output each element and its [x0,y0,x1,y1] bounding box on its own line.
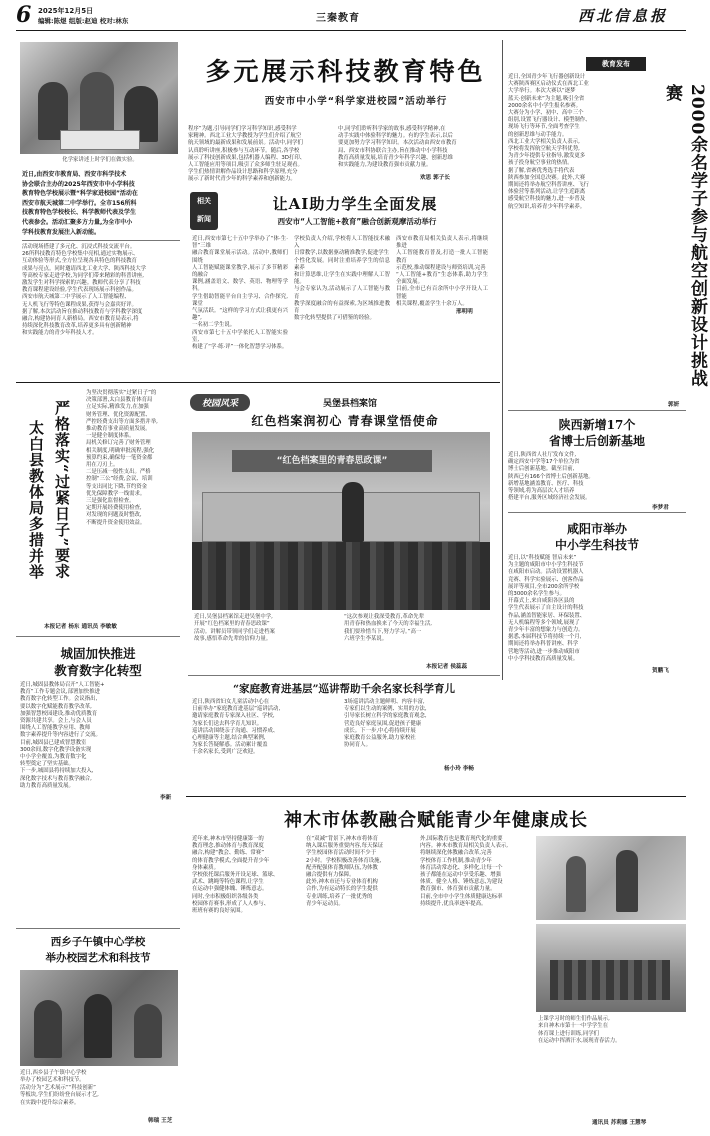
digital-body: 近日,城固县教体局召开“人工智能+ 教育”工作专题会议,部署加快推进 教育数字化转型工作。会议指出, 要以数字化赋能教育教学改革, 加强智慧校园建设,推动优质教育 资源共建共享。会上,与会人员 围绕人工智能教学应用、教师 数字素养提升等内容进行了交流。 目前,城固县已建成智慧教室 300余间,数字化教学设备实现 中小学全覆盖,为教育数字化 转型奠定了坚实基础。 下一步,城固县将持续加大投入, 深化数字技术与教育教学融合, 助力教育高质量发展。 [20,682,105,789]
page-header [0,0,700,34]
archive-org: 吴堡县档案馆 [322,399,377,409]
intro-rule [22,240,180,241]
lead-body-left: 活动现场搭建了多元化、沉浸式科技交流平台。 26所科技教育特色学校集中亮相,通过实物展示、 互动体验等形式,全方位呈现各具特色的科技教育 成果与亮点。同时邀请西北工业大学、陕西科技大学 等高校专家走进学校,为同学们带来精彩的科普讲座, 激发学生对科学探索的兴趣。教师代表分享了科技 教育课程建设经验,学生代表现场展示科创作品。 西安市航天城第二中学展示了人工智能编程、 无人机飞行等特色课程成果,获得与会嘉宾好评。 据了解,本次活动旨在推动科技教育与学科教学深度 融合,构建协同育人新格局。西安市教育局表示,将 持续深化科技教育改革,培养更多具有创新精神 和实践能力的青少年科技人才。 [22,244,146,337]
archive-caption-right: “这次参观让我深受教育,革命先辈 用青春和热血换来了今天的幸福生活, 我们要珍惜当下,努力学习。”高一 六班学生李某说。 [344,614,432,643]
xixiang-rule [16,928,180,929]
archive-photo [192,432,490,610]
shenmu-col-3: 外,国际教育也是教育现代化的重要 内容。神木市教育局相关负责人表示, 将继续深化体教融合改革,完善 学校体育工作机制,推动青少年 体育活动常态化、多样化,让每一个 孩子都能在运动中享受乐趣、增强 体质、健全人格、锤炼意志,为建设 教育强市、体育强市贡献力量。 目前,全市中小学生体质健康达标率 持续提升,优良率逐年提高。 [420,836,508,907]
shaanxi-headline-2: 省博士后创新基地 [548,434,645,448]
family-rule [188,675,500,676]
shaanxi-byline: 李梦君 [652,505,669,511]
related-headline: 让AI助力学生全面发展 [272,195,438,213]
shenmu-caption: 上课学习时的师生们作品展示, 来自神木市第十一中学学生在 体育课上进行训练,同学们 在运动中挥洒汗水,展现青春活力。 [538,1016,621,1045]
shenmu-col-1: 近年来,神木市坚持健康第一的 教育理念,推动体育与教育深度 融合,构建“教会、勤练、常赛” 的体育教学模式,全面提升青少年 身体素质。 学校依托课后服务开设足球、篮球、 武术、跳绳等特色课程,让学生 在运动中强健体魄、锤炼意志。 同时,全市积极组织各级各类 校园体育赛事,形成了人人参与、 班班有赛的良好氛围。 [192,836,279,915]
taibai-byline: 本报记者 杨东 通讯员 李敏敏 [44,624,117,630]
shenmu-headline: 神木市体教融合赋能青少年健康成长 [284,810,588,831]
taibai-vertical-title-1: 严格落实“过紧日子”要求 [53,400,71,580]
mid-section-rule [16,382,500,383]
shenmu-photo-1 [536,836,686,920]
lead-body-right: 中,同学们聆听科学家的故事,感受科学精神,在 动手实践中体验科学的魅力。有的学生表示,以后 要更加努力学习科学知识。本次活动由西安市教育 局、西安市科协联合主办,旨在推动中小学科技 教育高质量发展,培育青少年科学兴趣、创新思维 和实践能力,为建设教育强市贡献力量。 [338,126,457,169]
xixiang-headline-2: 举办校园艺术和科技节 [45,952,151,964]
announce-body: 近日,全国青少年飞行器创新设计 大赛陕西赛区启动仪式在西北工业 大学举行。本次大赛以“逐梦 蓝天·创新未来”为主题,吸引全省 2000余名中小学生报名参赛。 大赛分为小学、初中、高中三个 组别,设置飞行器设计、模型制作、 现场飞行等环节,全面考查学生 的创新思维与动手能力。 西北工业大学相关负责人表示, 学校将发挥航空航天学科优势, 为青少年提供专业指导,激发更多 孩子投身航空事业的热情。 据了解,省赛优秀选手将代表 陕西参加全国总决赛。此外,大赛 期间还将举办航空科普讲座、飞行 体验营等系列活动,让学生近距离 感受航空科技的魅力,进一步普及 航空知识,培养青少年科学素养。 [508,74,591,210]
archive-caption-left: 近日,吴堡县档案馆走进吴堡中学, 开展“红色档案里的青春思政课” 活动。讲解员带领同学们走进档案 故事,感悟革命先辈的信仰力量。 [194,614,275,643]
announce-vertical-title: 2000余名学子参与航空创新设计挑战赛 [662,84,707,388]
lead-intro: 近日,由西安市教育局、西安市科学技术 协会联合主办的2025年西安市中小学科技 教育特色学校展示暨“科学家进校园”活动在 西安市航天城第二中学举行。全市156所科 技教育特色学校校长、科学教师代表及学生 代表参会。活动汇聚多方力量,为全市中小 学科技教育发展注入新动能。 [22,171,138,236]
family-body-right: 3场巡讲活动主题鲜明、内容丰富, 专家们以生动的案例、实用的方法, 引导家长树立科学的家庭教育观念, 营造良好家庭氛围,促进孩子健康 成长。下一步,中心将持续开展 家庭教育公益服务,助力家校社 协同育人。 [344,699,427,749]
page-number: 6 [16,2,32,28]
shaanxi-body: 近日,陕西省人社厅发布文件, 确定西安中学等17个单位为省 博士后创新基地。截至目前, 陕西已有166个省博士后创新基地。 新增基地涵盖教育、医疗、科技 等领域,将为高层次人才培养 搭建平台,服务区域经济社会发展。 [508,452,594,502]
xixiang-byline: 韩瑞 王芝 [148,1118,173,1124]
xianyang-body: 近日,以“科技赋能 智启未来” 为主题的咸阳市中小学生科技节 在咸阳市启动。活动设置机器人 竞赛、科学实验展示、创客作品 展评等项目,全市200余所学校 的3000余名学生参与。 开幕式上,来自咸阳各区县的 学生代表展示了自主设计的科技 作品,涵盖智能家居、环保装置、 无人机编程等多个领域,展现了 青少年丰富的想象力与创造力。 据悉,本届科技节将持续一个月, 期间还将举办科普讲座、科学 营地等活动,进一步推动咸阳市 中小学科技教育高质量发展。 [508,555,586,662]
lead-subheadline: 西安市中小学“科学家进校园”活动举行 [264,96,448,107]
digital-rule [16,636,180,637]
family-body-left: 近日,陕西省妇女儿童活动中心在 日前举办“家庭教育进基层”巡讲活动, 邀请家庭教育专家深入社区、学校, 为家长们送去科学育儿知识。 巡讲活动围绕亲子沟通、习惯养成、 心理健康等主题,结合典型案例, 为家长答疑解惑。活动累计覆盖 千余名家长,受到广泛欢迎。 [192,699,281,756]
taibai-vertical-title-2: 太白县教体局多措并举 [27,420,45,580]
xianyang-byline: 贺鹏飞 [652,668,669,674]
xixiang-caption: 近日,西乡县子午镇中心学校 举办了校园艺术和科技节。 活动分为“艺术展示”“科技创新” 等板块,学生们纷纷登台展示才艺, 在实践中提升综合素养。 [20,1070,99,1106]
shaanxi-headline-1: 陕西新增17个 [558,418,636,432]
related-subheadline: 西安市“人工智能+教育”融合创新观摩活动举行 [277,217,437,226]
digital-headline-1: 城固加快推进 [60,646,136,661]
issue-date: 2025年12月5日 [38,7,94,15]
shenmu-byline: 通讯员 苏莉娜 王慧琴 [592,1120,647,1126]
section-title: 三秦教育 [316,13,360,24]
xianyang-headline-1: 咸阳市举办 [566,522,627,536]
lead-photo-caption: 化学家讲述上时学们在做实验。 [62,157,138,163]
related-badge: 相关 新闻 [190,192,218,230]
campus-logo: 校园风采 [190,394,250,411]
digital-headline-2: 教育数字化转型 [54,663,142,678]
announce-byline: 郭妍 [668,402,680,408]
right-rule-2 [508,512,686,513]
archive-byline: 本报记者 侯蕊蕊 [426,664,468,670]
related-col-2: 学校负责人介绍,学校将人工智能技术融入 日常教学,以数据驱动精准教学,促进学生 个性化发展。同时注重培养学生的信息素养 和计算思维,让学生在实践中理解人工智能。 与会专家认为,活动展示了人工智能与教育 教学深度融合的有益探索,为区域推进教育 数字化转型提供了可借鉴的经验。 [294,236,390,322]
editor-credits: 编辑:陈煜 组版:赵迪 校对:林东 [38,17,129,25]
announce-label: 教育发布 [586,57,646,71]
archive-slogan: 红色档案润初心 青春课堂悟使命 [251,414,439,428]
related-byline: 邢明明 [456,309,473,315]
xianyang-headline-2: 中小学生科技节 [554,538,639,552]
paper-logo: 西北信息报 [578,7,669,25]
right-rule-1 [508,410,686,411]
family-headline: “家庭教育进基层”巡讲帮助千余名家长科学育儿 [232,683,456,695]
shenmu-col-2: 在“双减”背景下,神木市将体育 纳入课后服务重要内容,每天保证 学生校园体育活动时间不少于 2小时。学校积极改善体育设施, 配齐配强体育教师队伍,为体教 融合提供有力保障。 此外,神木市还与专业体育机构 合作,为有运动特长的学生提供 专业训练,培养了一批优秀的 青少年运动员。 [306,836,384,907]
related-col-1: 近日,西安市第七十五中学举办了“体·生·智”三维 融合教育课堂展示活动。活动中,教师们围绕 人工智能赋能课堂教学,展示了多节精彩的融合 课例,涵盖语文、数学、英语、物理等学科。 学生借助智能平台自主学习、合作探究,课堂 气氛活跃。“这样的学习方式让我更有兴趣”, 一名初二学生说。 西安市第七十五中学依托人工智能实验室, 构建了“学·练·评”一体化智慧学习体系。 [192,236,288,351]
shenmu-photo-2 [536,924,686,1012]
header-rule [16,30,686,31]
right-col-divider [502,40,503,680]
lead-headline: 多元展示科技教育特色 [205,57,486,86]
archive-banner: “红色档案里的青春思政课” [232,450,432,472]
taibai-body: 为坚决贯彻落实“过紧日子”的 决策部署,太白县教育体育局 立足实际,精准发力,在加强 财务管理、优化资源配置、 严控经费支出等方面多措并举, 推动教育事业高质量发展。 一是健全制度体系。 局机关修订完善了财务管理 相关制度,明确审批流程,强化 预算约束,确保每一笔资金都 用在刀刃上。 二是压减一般性支出。严格 控制“三公”经费,会议、培训 等支出同比下降,节约资金 优先保障教学一线需求。 三是强化监督检查。 定期开展经费使用检查, 对发现的问题及时整改, 不断提升资金使用效益。 [86,390,158,526]
lead-photo [20,42,178,154]
xixiang-photo [20,970,178,1066]
lead-body-mid: 程序”为题,引导同学们学习科学知识,感受科学 家精神。西北工业大学教授为学生们介绍了航空 航天领域的最新成果和发展前景。活动中,同学们 认真聆听讲座,积极参与互动环节。随后,各学校 展示了科技创新成果,包括机器人编程、3D打印、 人工智能应用等项目,吸引了众多师生驻足观看。 学生们热情讲解作品设计思路和科学原理,充分 展示了新时代青少年的科学素养和创新能力。 [188,126,306,183]
family-byline: 杨小玲 李畅 [444,766,474,772]
digital-byline: 李新 [160,795,172,801]
shenmu-rule [186,796,686,797]
related-col-3: 西安市教育局相关负责人表示,将继续推进 人工智能教育普及,打造一批人工智能教育 示范校,推动课程建设与师资培训,完善 “人工智能+教育”生态体系,助力学生全面发展。 目前,全市已有百余所中小学开设人工智能 相关课程,覆盖学生十余万人。 [396,236,488,307]
xixiang-headline-1: 西乡子午镇中心学校 [50,936,146,948]
lead-byline: 欢思 郭子长 [420,175,450,181]
